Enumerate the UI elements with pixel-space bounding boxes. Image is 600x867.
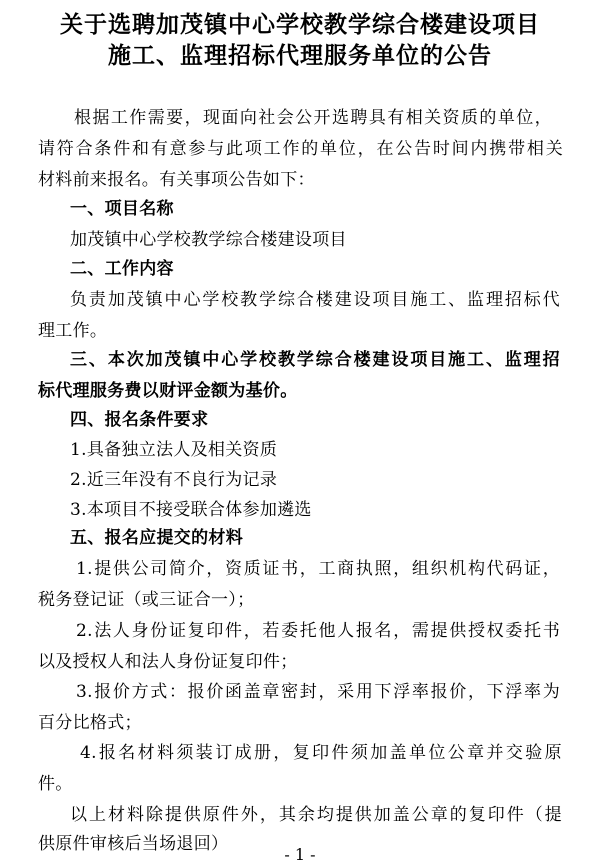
section-5-item-4-line-1: 4.报名材料须装订成册，复印件须加盖单位公章并交验原 (80, 743, 562, 763)
section-5-item-3-line-2: 百分比格式； (38, 713, 142, 733)
intro-line-1: 根据工作需要，现面向社会公开选聘具有相关资质的单位， (74, 108, 552, 128)
section-5-item-1-line-1: 1.提供公司简介，资质证书，工商执照，组织机构代码证， (76, 559, 560, 579)
section-4-item-3: 3.本项目不接受联合体参加遴选 (70, 500, 312, 520)
section-3-line-2: 标代理服务费以财评金额为基价。 (38, 381, 298, 401)
section-1-content: 加茂镇中心学校教学综合楼建设项目 (70, 230, 347, 250)
closing-line-1: 以上材料除提供原件外，其余均提供加盖公章的复印件（提 (70, 805, 562, 825)
section-5-heading: 五、报名应提交的材料 (70, 528, 243, 548)
section-2-content-line-2: 理工作。 (38, 321, 108, 341)
section-2-content-line-1: 负责加茂镇中心学校教学综合楼建设项目施工、监理招标代 (70, 290, 560, 310)
section-5-item-2-line-1: 2.法人身份证复印件，若委托他人报名，需提供授权委托书 (76, 621, 560, 641)
section-3-line-1: 三、本次加茂镇中心学校教学综合楼建设项目施工、监理招 (70, 350, 560, 370)
section-5-item-2-line-2: 以及授权人和法人身份证复印件； (38, 652, 298, 672)
intro-line-3: 材料前来报名。有关事项公告如下： (38, 170, 315, 190)
section-2-heading: 二、工作内容 (70, 259, 174, 279)
section-4-heading: 四、报名条件要求 (70, 410, 209, 430)
section-4-item-2: 2.近三年没有不良行为记录 (70, 470, 278, 490)
page-number: - 1 - (284, 845, 316, 864)
section-1-heading: 一、项目名称 (70, 199, 174, 219)
section-5-item-3-line-1: 3.报价方式：报价函盖章密封，采用下浮率报价，下浮率为 (76, 682, 560, 702)
closing-line-2: 供原件审核后当场退回） (38, 834, 229, 854)
section-5-item-1-line-2: 税务登记证（或三证合一）； (38, 590, 255, 610)
section-5-item-4-line-2: 件。 (38, 774, 73, 794)
title-line-1: 关于选聘加茂镇中心学校教学综合楼建设项目 (60, 12, 540, 38)
intro-line-2: 请符合条件和有意参与此项工作的单位，在公告时间内携带相关 (38, 139, 563, 159)
title-line-2: 施工、监理招标代理服务单位的公告 (108, 43, 492, 69)
section-4-item-1: 1.具备独立法人及相关资质 (70, 440, 278, 460)
